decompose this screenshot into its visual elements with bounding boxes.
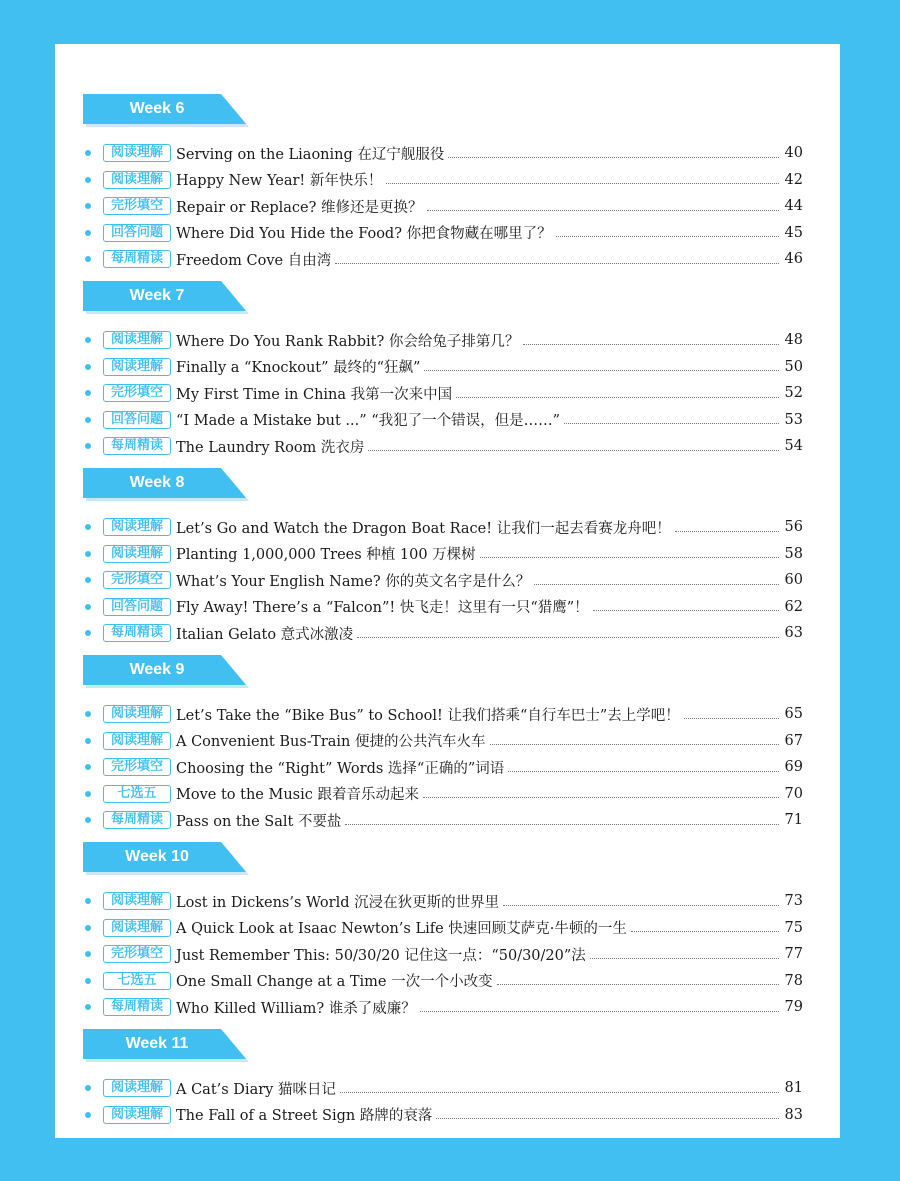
page-number: 52 bbox=[784, 385, 803, 402]
dot-leader bbox=[386, 183, 779, 184]
toc-entry[interactable] bbox=[83, 541, 803, 568]
page-number: 53 bbox=[784, 411, 803, 428]
bullet-icon bbox=[85, 203, 91, 209]
bullet-icon bbox=[85, 150, 91, 156]
bullet-icon bbox=[85, 443, 91, 449]
week-section bbox=[83, 655, 803, 834]
category-tag: 阅读理解 bbox=[103, 171, 171, 189]
dot-leader bbox=[564, 423, 779, 424]
entry-title[interactable]: Just Remember This: 50/30/20 记住这一点：“50/30/20”法 bbox=[176, 947, 586, 964]
entry-title[interactable]: “I Made a Mistake but ...” “我犯了一个错误，但是……” bbox=[176, 413, 561, 430]
bullet-icon bbox=[85, 738, 91, 744]
bullet-icon bbox=[85, 551, 91, 557]
toc-entry[interactable] bbox=[83, 327, 803, 354]
entry-title[interactable]: Let’s Take the “Bike Bus” to School! 让我们搭乘“自行车巴士”去上学吧！ bbox=[176, 707, 680, 724]
dot-leader bbox=[420, 1011, 779, 1012]
toc-entry[interactable] bbox=[83, 220, 803, 247]
page-number: 58 bbox=[784, 545, 803, 562]
week-label: Week 10 bbox=[125, 848, 189, 865]
dot-leader bbox=[631, 931, 779, 932]
category-tag: 阅读理解 bbox=[103, 1079, 171, 1097]
category-tag: 完形填空 bbox=[103, 945, 171, 963]
bullet-icon bbox=[85, 791, 91, 797]
entry-title[interactable]: Who Killed William? 谁杀了威廉？ bbox=[176, 1000, 416, 1017]
toc-entry[interactable] bbox=[83, 354, 803, 381]
toc-entry[interactable] bbox=[83, 433, 803, 460]
category-tag: 阅读理解 bbox=[103, 518, 171, 536]
toc-entry[interactable] bbox=[83, 968, 803, 995]
bullet-icon bbox=[85, 390, 91, 396]
page-number: 44 bbox=[784, 198, 803, 215]
page-number: 63 bbox=[784, 625, 803, 642]
bullet-icon bbox=[85, 577, 91, 583]
entry-title[interactable]: A Quick Look at Isaac Newton’s Life 快速回顾艾萨克·牛顿的一生 bbox=[176, 921, 627, 938]
toc-entry[interactable] bbox=[83, 193, 803, 220]
toc-entry[interactable] bbox=[83, 620, 803, 647]
week-label: Week 6 bbox=[129, 100, 185, 117]
category-tag: 七选五 bbox=[103, 785, 171, 803]
entry-list bbox=[83, 1075, 803, 1128]
bullet-icon bbox=[85, 764, 91, 770]
entry-title[interactable]: Planting 1,000,000 Trees 种植 100 万棵树 bbox=[176, 547, 476, 564]
toc-entry[interactable] bbox=[83, 781, 803, 808]
entry-title[interactable]: Finally a “Knockout” 最终的“狂飙” bbox=[176, 360, 421, 377]
entry-list bbox=[83, 140, 803, 273]
category-tag: 阅读理解 bbox=[103, 732, 171, 750]
category-tag: 回答问题 bbox=[103, 598, 171, 616]
dot-leader bbox=[335, 263, 779, 264]
bullet-icon bbox=[85, 817, 91, 823]
category-tag: 阅读理解 bbox=[103, 545, 171, 563]
entry-title[interactable]: Repair or Replace? 维修还是更换？ bbox=[176, 199, 423, 216]
week-section bbox=[83, 468, 803, 647]
category-tag: 阅读理解 bbox=[103, 705, 171, 723]
page-number: 65 bbox=[784, 706, 803, 723]
page-number: 67 bbox=[784, 732, 803, 749]
bullet-icon bbox=[85, 256, 91, 262]
toc-entry[interactable] bbox=[83, 594, 803, 621]
dot-leader bbox=[480, 557, 779, 558]
dot-leader bbox=[523, 344, 779, 345]
toc-entry[interactable] bbox=[83, 807, 803, 834]
dot-leader bbox=[590, 958, 779, 959]
category-tag: 每周精读 bbox=[103, 437, 171, 455]
entry-title[interactable]: Fly Away! There’s a “Falcon”! 快飞走！这里有一只“猎鹰”！ bbox=[176, 600, 589, 617]
week-header bbox=[83, 655, 803, 691]
bullet-icon bbox=[85, 630, 91, 636]
entry-title[interactable]: The Laundry Room 洗衣房 bbox=[176, 439, 365, 456]
entry-title[interactable]: Freedom Cove 自由湾 bbox=[176, 252, 332, 269]
page-number: 71 bbox=[784, 812, 803, 829]
entry-title[interactable]: A Convenient Bus-Train 便捷的公共汽车火车 bbox=[176, 734, 486, 751]
dot-leader bbox=[357, 637, 779, 638]
category-tag: 阅读理解 bbox=[103, 144, 171, 162]
toc-entry[interactable] bbox=[83, 380, 803, 407]
entry-list bbox=[83, 701, 803, 834]
entry-title[interactable]: Pass on the Salt 不要盐 bbox=[176, 813, 342, 830]
category-tag: 阅读理解 bbox=[103, 358, 171, 376]
bullet-icon bbox=[85, 1085, 91, 1091]
week-section bbox=[83, 842, 803, 1021]
dot-leader bbox=[497, 984, 779, 985]
bullet-icon bbox=[85, 604, 91, 610]
entry-title[interactable]: A Cat’s Diary 猫咪日记 bbox=[176, 1081, 336, 1098]
category-tag: 回答问题 bbox=[103, 411, 171, 429]
bullet-icon bbox=[85, 925, 91, 931]
toc-entry[interactable] bbox=[83, 407, 803, 434]
bullet-icon bbox=[85, 1112, 91, 1118]
bullet-icon bbox=[85, 978, 91, 984]
entry-title[interactable]: Choosing the “Right” Words 选择“正确的”词语 bbox=[176, 760, 505, 777]
toc-entry[interactable] bbox=[83, 754, 803, 781]
entry-title[interactable]: Where Did You Hide the Food? 你把食物藏在哪里了？ bbox=[176, 226, 552, 243]
entry-title[interactable]: Move to the Music 跟着音乐动起来 bbox=[176, 787, 419, 804]
toc-entry[interactable] bbox=[83, 701, 803, 728]
page-number: 42 bbox=[784, 171, 803, 188]
week-header bbox=[83, 468, 803, 504]
category-tag: 完形填空 bbox=[103, 758, 171, 776]
entry-title[interactable]: The Fall of a Street Sign 路牌的衰落 bbox=[176, 1108, 433, 1125]
entry-list bbox=[83, 514, 803, 647]
entry-title[interactable]: Serving on the Liaoning 在辽宁舰服役 bbox=[176, 146, 445, 163]
bullet-icon bbox=[85, 177, 91, 183]
toc-entry[interactable] bbox=[83, 246, 803, 273]
entry-list bbox=[83, 888, 803, 1021]
toc-entry[interactable] bbox=[83, 167, 803, 194]
week-label: Week 9 bbox=[129, 661, 185, 678]
dot-leader bbox=[675, 531, 779, 532]
page-number: 81 bbox=[784, 1080, 803, 1097]
page-number: 46 bbox=[784, 251, 803, 268]
dot-leader bbox=[684, 718, 779, 719]
category-tag: 回答问题 bbox=[103, 224, 171, 242]
page-number: 56 bbox=[784, 519, 803, 536]
category-tag: 完形填空 bbox=[103, 197, 171, 215]
category-tag: 阅读理解 bbox=[103, 1106, 171, 1124]
entry-title[interactable]: One Small Change at a Time 一次一个小改变 bbox=[176, 974, 493, 991]
dot-leader bbox=[593, 610, 779, 611]
category-tag: 七选五 bbox=[103, 972, 171, 990]
dot-leader bbox=[456, 397, 779, 398]
entry-title[interactable]: Happy New Year! 新年快乐！ bbox=[176, 173, 383, 190]
week-section bbox=[83, 94, 803, 273]
week-label: Week 8 bbox=[129, 474, 185, 491]
page-number: 83 bbox=[784, 1106, 803, 1123]
bullet-icon bbox=[85, 337, 91, 343]
toc-entry[interactable] bbox=[83, 941, 803, 968]
page-number: 60 bbox=[784, 572, 803, 589]
toc-entry[interactable] bbox=[83, 514, 803, 541]
week-header bbox=[83, 842, 803, 878]
week-label: Week 11 bbox=[125, 1035, 189, 1052]
category-tag: 完形填空 bbox=[103, 384, 171, 402]
page-number: 40 bbox=[784, 145, 803, 162]
dot-leader bbox=[508, 771, 779, 772]
dot-leader bbox=[340, 1092, 779, 1093]
bullet-icon bbox=[85, 364, 91, 370]
dot-leader bbox=[448, 157, 779, 158]
page-number: 78 bbox=[784, 972, 803, 989]
entry-title[interactable]: Lost in Dickens’s World 沉浸在狄更斯的世界里 bbox=[176, 894, 500, 911]
week-header bbox=[83, 281, 803, 317]
dot-leader bbox=[556, 236, 779, 237]
page-number: 75 bbox=[784, 919, 803, 936]
page-number: 50 bbox=[784, 358, 803, 375]
category-tag: 完形填空 bbox=[103, 571, 171, 589]
category-tag: 阅读理解 bbox=[103, 892, 171, 910]
toc-entry[interactable] bbox=[83, 1075, 803, 1102]
toc-entry[interactable] bbox=[83, 728, 803, 755]
week-section bbox=[83, 1029, 803, 1128]
page-number: 73 bbox=[784, 893, 803, 910]
entry-title[interactable]: What’s Your English Name? 你的英文名字是什么？ bbox=[176, 573, 531, 590]
page-number: 62 bbox=[784, 598, 803, 615]
entry-title[interactable]: Let’s Go and Watch the Dragon Boat Race! 让我们一起去看赛龙舟吧！ bbox=[176, 520, 671, 537]
page-number: 77 bbox=[784, 946, 803, 963]
toc-entry[interactable] bbox=[83, 915, 803, 942]
category-tag: 阅读理解 bbox=[103, 331, 171, 349]
bullet-icon bbox=[85, 951, 91, 957]
page-number: 69 bbox=[784, 759, 803, 776]
dot-leader bbox=[490, 744, 780, 745]
dot-leader bbox=[436, 1118, 779, 1119]
bullet-icon bbox=[85, 417, 91, 423]
week-header bbox=[83, 1029, 803, 1065]
bullet-icon bbox=[85, 1004, 91, 1010]
bullet-icon bbox=[85, 711, 91, 717]
page-number: 54 bbox=[784, 438, 803, 455]
dot-leader bbox=[345, 824, 779, 825]
page-number: 70 bbox=[784, 785, 803, 802]
toc-entry[interactable] bbox=[83, 1102, 803, 1129]
week-label: Week 7 bbox=[129, 287, 185, 304]
category-tag: 每周精读 bbox=[103, 624, 171, 642]
dot-leader bbox=[503, 905, 779, 906]
bullet-icon bbox=[85, 898, 91, 904]
entry-title[interactable]: My First Time in China 我第一次来中国 bbox=[176, 386, 453, 403]
bullet-icon bbox=[85, 524, 91, 530]
entry-title[interactable]: Where Do You Rank Rabbit? 你会给兔子排第几？ bbox=[176, 333, 520, 350]
page-number: 79 bbox=[784, 999, 803, 1016]
page-number: 45 bbox=[784, 224, 803, 241]
dot-leader bbox=[427, 210, 779, 211]
week-section bbox=[83, 281, 803, 460]
week-header bbox=[83, 94, 803, 130]
dot-leader bbox=[368, 450, 779, 451]
dot-leader bbox=[424, 370, 779, 371]
entry-list bbox=[83, 327, 803, 460]
page-number: 48 bbox=[784, 332, 803, 349]
toc-entry[interactable] bbox=[83, 140, 803, 167]
dot-leader bbox=[423, 797, 779, 798]
entry-title[interactable]: Italian Gelato 意式冰激凌 bbox=[176, 626, 354, 643]
category-tag: 每周精读 bbox=[103, 811, 171, 829]
toc-entry[interactable] bbox=[83, 888, 803, 915]
category-tag: 阅读理解 bbox=[103, 919, 171, 937]
bullet-icon bbox=[85, 230, 91, 236]
toc-entry[interactable] bbox=[83, 567, 803, 594]
dot-leader bbox=[534, 584, 779, 585]
category-tag: 每周精读 bbox=[103, 250, 171, 268]
category-tag: 每周精读 bbox=[103, 998, 171, 1016]
toc-entry[interactable] bbox=[83, 994, 803, 1021]
